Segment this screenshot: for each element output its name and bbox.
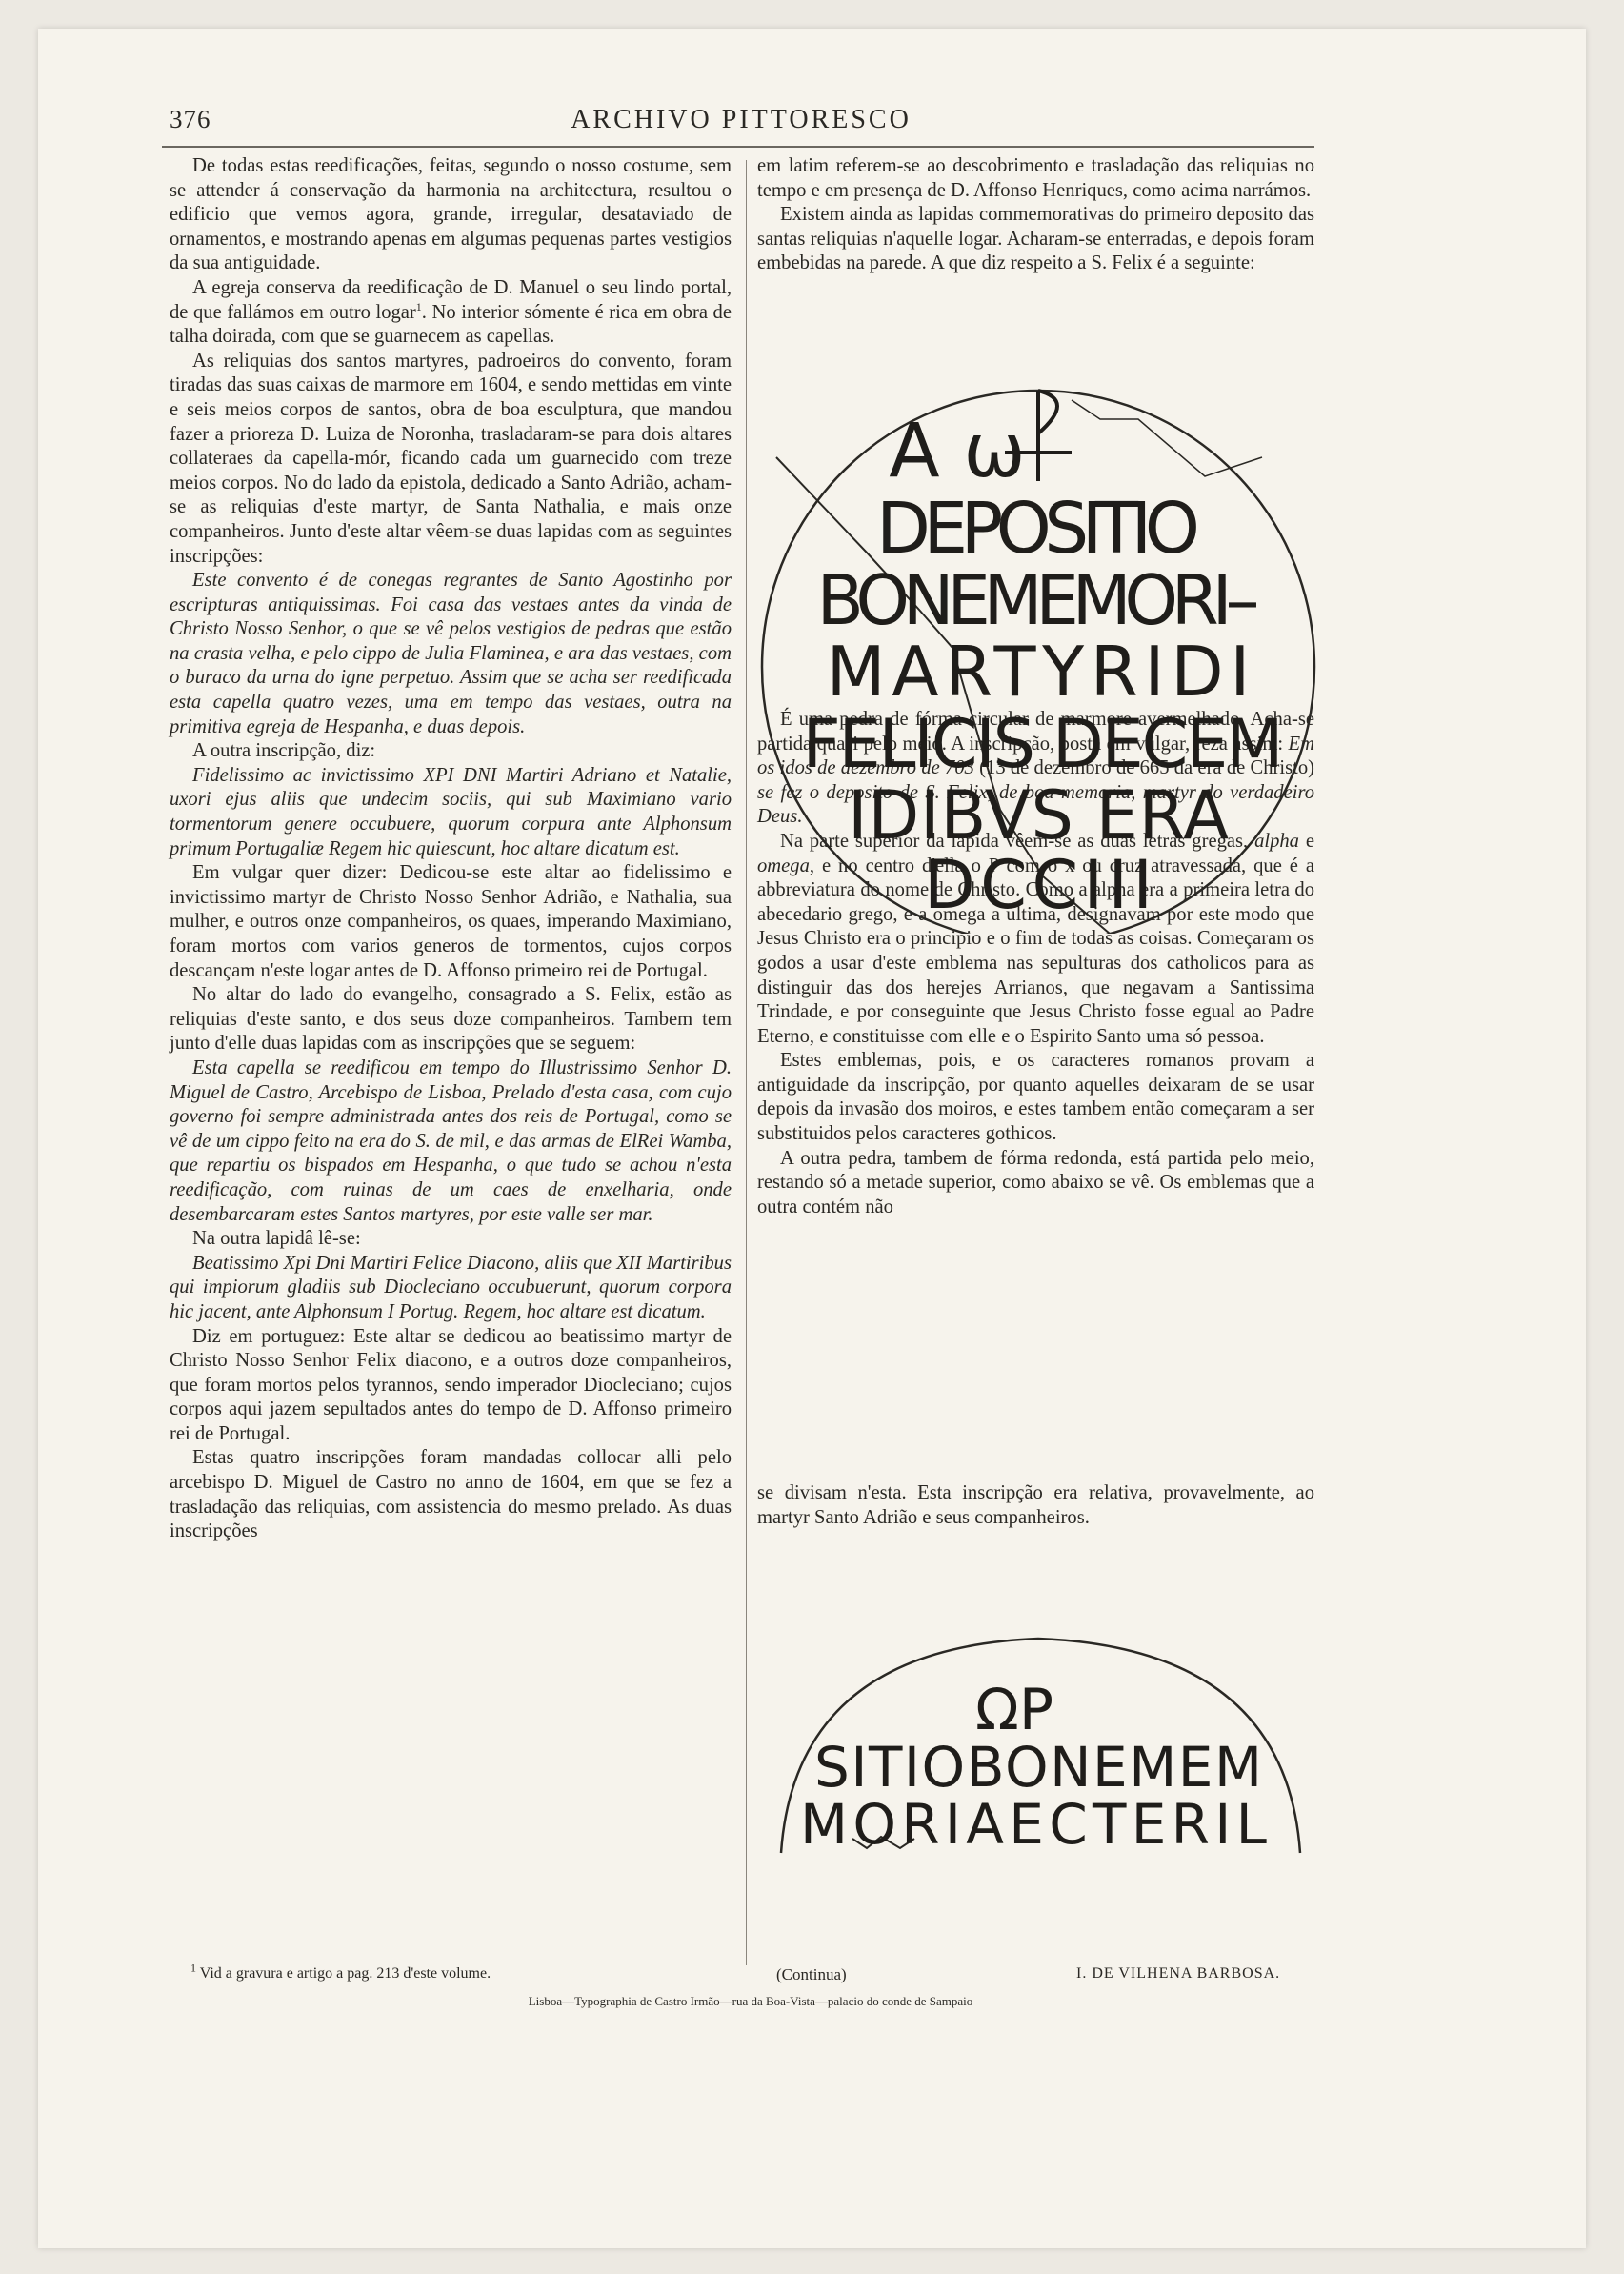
paragraph bbox=[170, 739, 732, 764]
inscription-1-line: MARTYRIDI bbox=[826, 632, 1251, 712]
journal-title: ARCHIVO PITTORESCO bbox=[571, 105, 912, 134]
paragraph bbox=[170, 1446, 732, 1543]
paragraph-text: Beatissimo Xpi Dni Martiri Felice Diacono, aliis que XII Martiribus qui impiorum gladiis sub Diocleciano occubuerunt, quorum corpora hic jacent, ante Alphonsum I Portug. Regem, hoc altare est dicatum. bbox=[170, 1252, 732, 1322]
inscription-1-line: A ω bbox=[889, 409, 1026, 494]
inscription-2-line: ΩP bbox=[974, 1677, 1054, 1743]
paragraph-text: , e no centro d'ella o P com o x ou cruz atravessada, que é a abbreviatura do nome de Christo. Como a alpha era a primeira letra do abecedario grego, e a omega a ultima, designavam por este modo que Jesus Christo era o principio e o fim de todas as coisas. Começaram os godos a usar d'este emblema nas sepulturas dos catholicos para as distinguir das dos herejes Arrianos, que negavam a Santissima Trindade, e por conseguinte que Jesus Christo fosse egual ao Padre Eterno, e constituisse com elle e o Espirito Santo uma só pessoa. bbox=[757, 855, 1314, 1047]
paragraph-text: De todas estas reedificações, feitas, segundo o nosso costume, sem se attender á conservação da harmonia na architectura, resultou o edificio que vemos agora, grande, irregular, desataviado de ornamentos, e mostrando apenas em algumas pequenas partes vestigios da sua antiguidade. bbox=[170, 155, 732, 274]
paragraph bbox=[170, 569, 732, 739]
inscription-2-spacer bbox=[757, 1219, 1314, 1481]
left-column bbox=[170, 154, 732, 1544]
paragraph-text: Na parte superior da lapida vêem-se as duas letras gregas, bbox=[780, 830, 1255, 852]
paragraph bbox=[170, 1057, 732, 1227]
paragraph-text: . No interior sómente é rica em obra de talha doirada, com que se guarnecem as capellas. bbox=[170, 301, 732, 348]
inscription-1-line: DEPOSITIO bbox=[876, 488, 1200, 570]
paragraph-text: No altar do lado do evangelho, consagrado a S. Felix, estão as reliquias d'este santo, e dos seus doze companheiros. Tambem tem junto d'elle duas lapidas com as inscripções que se seguem: bbox=[170, 984, 732, 1055]
paragraph bbox=[757, 154, 1314, 203]
page-number: 376 bbox=[170, 105, 211, 133]
paragraph bbox=[170, 764, 732, 861]
paragraph-text: em latim referem-se ao descobrimento e trasladação das reliquias no tempo e em presença de D. Affonso Henriques, como acima narrámos. bbox=[757, 155, 1314, 201]
footnote-text: Vid a gravura e artigo a pag. 213 d'este volume. bbox=[199, 1965, 491, 1982]
paragraph bbox=[170, 1252, 732, 1325]
column-divider bbox=[746, 160, 747, 1965]
paragraph-italic: Em os idos de dezembro de 703 bbox=[757, 733, 1314, 779]
paragraph-text: Estas quatro inscripções foram mandadas collocar alli pelo arcebispo D. Miguel de Castro no anno de 1604, em que se fez a trasladação das reliquias, com assistencia do mesmo prelado. As duas inscripções bbox=[170, 1447, 732, 1542]
paragraph bbox=[170, 983, 732, 1057]
inscription-1-line: IDIBVS ERA bbox=[848, 776, 1229, 855]
paragraph bbox=[757, 1147, 1314, 1220]
right-column-bottom-text bbox=[757, 1481, 1314, 1530]
paragraph bbox=[757, 203, 1314, 276]
paragraph bbox=[170, 154, 732, 276]
paragraph-text: e bbox=[1298, 830, 1314, 852]
inscription-1-line: FELICIS DECEM bbox=[802, 705, 1284, 783]
paragraph-italic: se fez o deposito de S. Felix, de boa memoria, martyr do verdadeiro Deus. bbox=[757, 781, 1314, 828]
paragraph-text: (13 de dezembro de 665 da era de Christo) bbox=[973, 757, 1314, 779]
paragraph-italic: alpha bbox=[1254, 830, 1299, 852]
inscription-1-line: DCCIII bbox=[924, 846, 1153, 924]
paragraph bbox=[757, 1481, 1314, 1530]
footnote-mark: 1 bbox=[190, 1961, 196, 1975]
paragraph bbox=[170, 1227, 732, 1252]
paragraph-text: Diz em portuguez: Este altar se dedicou ao beatissimo martyr de Christo Nosso Senhor Felix diacono, e a outros doze companheiros, que foram mortos pelos tyrannos, sendo imperador Diocleciano; cujos corpos aqui jazem sepultados antes do tempo de D. Affonso primeiro rei de Portugal. bbox=[170, 1325, 732, 1444]
paragraph-text: Estes emblemas, pois, e os caracteres romanos provam a antiguidade da inscripção, por quanto aquelles deixaram de se usar depois da invasão dos moiros, e estes tambem então começaram a ser substituidos pelos caracteres gothicos. bbox=[757, 1050, 1314, 1145]
paragraph-text: se divisam n'esta. Esta inscripção era relativa, provavelmente, ao martyr Santo Adrião e seus companheiros. bbox=[757, 1482, 1314, 1529]
imprint-line: Lisboa—Typographia de Castro Irmão—rua da Boa-Vista—palacio do conde de Sampaio bbox=[528, 1994, 973, 2008]
paragraph-text: A outra inscripção, diz: bbox=[192, 740, 376, 762]
header-rule bbox=[162, 146, 1314, 148]
paragraph bbox=[170, 861, 732, 983]
inscription-stone-adriao bbox=[757, 1620, 1314, 1867]
inscription-1-line: BONEMEMORI– bbox=[816, 560, 1260, 640]
inscription-2-line: MORIAECTERIL bbox=[800, 1792, 1267, 1857]
page-header bbox=[170, 105, 1313, 143]
inscription-2-line: SITIOBONEMEM bbox=[814, 1735, 1262, 1800]
stone-crack bbox=[1072, 400, 1262, 476]
author-signature: I. DE VILHENA BARBOSA. bbox=[1076, 1965, 1281, 1982]
inscription-stone-felix bbox=[757, 362, 1319, 934]
continua-note: (Continua) bbox=[776, 1965, 847, 1983]
paragraph-text: É uma pedra de fórma circular de marmore avermelhado. Acha-se partida quasi pelo meio. A inscripção, posta em vulgar, reza assim: bbox=[757, 708, 1314, 755]
paragraph-text: Na outra lapidâ lê-se: bbox=[192, 1228, 361, 1250]
paragraph-text: A egreja conserva da reedificação de D. Manuel o seu lindo portal, de que fallámos em outro logar bbox=[170, 276, 732, 323]
footnote bbox=[190, 1961, 733, 1982]
paragraph-text: Em vulgar quer dizer: Dedicou-se este altar ao fidelissimo e invictissimo martyr de Christo Nosso Senhor Adrião, e Nathalia, sua mulher, e outros onze companheiros, os quaes, imperando Maximiano, foram mortos com varios generos de tormentos, cujos corpos descançam n'este logar antes de D. Affonso primeiro rei de Portugal. bbox=[170, 862, 732, 981]
paragraph bbox=[170, 350, 732, 569]
paragraph-text: A outra pedra, tambem de fórma redonda, está partida pelo meio, restando só a metade superior, como abaixo se vê. Os emblemas que a outra contém não bbox=[757, 1147, 1314, 1217]
paragraph bbox=[170, 276, 732, 350]
paragraph-text: As reliquias dos santos martyres, padroeiros do convento, foram tiradas das suas caixas de marmore em 1604, e sendo mettidas em vinte e seis meios corpos de santos, obra de boa esculptura, que mandou fazer a prioreza D. Luiza de Noronha, trasladaram-se para dois altares collateraes da capella-mór, ficando cada um guarnecido com treze meios corpos. No do lado da epistola, dedicado a Santo Adrião, acham-se as reliquias d'este martyr, de Santa Nathalia, e mais onze companheiros. Junto d'este altar vêem-se duas lapidas com as seguintes inscripções: bbox=[170, 350, 732, 567]
footnote-reference: 1 bbox=[415, 299, 422, 313]
right-column-top-text bbox=[757, 154, 1314, 276]
paragraph-italic: omega bbox=[757, 855, 810, 876]
paragraph-text: Fidelissimo ac invictissimo XPI DNI Martiri Adriano et Natalie, uxori ejus aliis que undecim sociis, qui sub Maximiano vario tormentorum genere occubuere, quorum corpura ante Alphonsum primum Portugaliæ Regem hic quiescunt, hoc altare dicatum est. bbox=[170, 764, 732, 859]
paragraph-text: Este convento é de conegas regrantes de Santo Agostinho por escripturas antiquissimas. Foi casa das vestaes antes da vinda de Christo Nosso Senhor, o que se vê pelos vestigios de pedras que estão na crasta velha, e pelo cippo de Julia Flaminea, e ara das vestaes, com o buraco da urna do igne perpetuo. Assim que se acha ser reedificada esta capella quatro vezes, uma em tempo das vestaes, outra na primitiva egreja de Hespanha, e duas depois. bbox=[170, 570, 732, 737]
paragraph bbox=[757, 1049, 1314, 1146]
paragraph-text: Esta capella se reedificou em tempo do Illustrissimo Senhor D. Miguel de Castro, Arcebispo de Lisboa, Prelado d'esta casa, com cujo governo foi sempre administrada antes dos reis de Portugal, como se vê de um cippo feito na era do S. de mil, e das armas de ElRei Wamba, que repartiu os bispados em Hespanha, o que tudo se achou n'esta reedificação, com ruinas de um caes de enxelharia, onde desembarcaram estes Santos martyres, por este valle ser mar. bbox=[170, 1057, 732, 1225]
paragraph bbox=[170, 1325, 732, 1447]
paragraph-text: Existem ainda as lapidas commemorativas do primeiro deposito das santas reliquias n'aquelle logar. Acharam-se enterradas, e depois foram embebidas na parede. A que diz respeito a S. Felix é a seguinte: bbox=[757, 204, 1314, 274]
